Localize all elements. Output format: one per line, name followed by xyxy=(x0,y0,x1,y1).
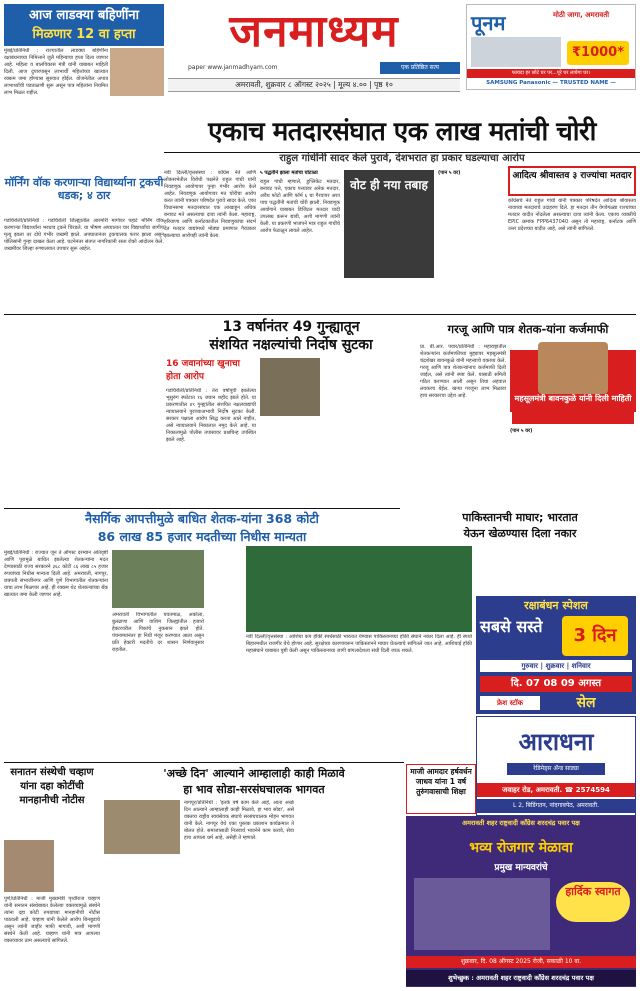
ad-rojgar-date: शुक्रवार, दि. 08 ऑगस्ट 2025 रोजी, सकाळी 10 वा. xyxy=(406,956,636,968)
main-subhead: ५ पद्धतीने झाला मतांचा घोटाळा xyxy=(260,170,318,176)
ad-raksha-days: 3 दिन xyxy=(562,616,628,656)
ad-raksha-big: सबसे सस्ते xyxy=(480,617,543,636)
ad-rojgar-title: भव्य रोजगार मेळावा xyxy=(469,840,573,856)
acquittal-body xyxy=(166,388,256,506)
top-left-body xyxy=(4,48,108,174)
main-headline[interactable]: एकाच मतदारसंघात एक लाख मतांची चोरी xyxy=(208,117,596,147)
ad-raksha-dates: दि. 07 08 09 अगस्त xyxy=(480,676,632,692)
ad-poonam-brands: SAMSUNG Panasonic — TRUSTED NAME — xyxy=(486,80,616,86)
main-body-col2 xyxy=(260,170,340,290)
pakistan-body-text: नवी दिल्ली/वृत्तसंस्था : आशिया कप हॉकी स्पर्धेसाठी भारतात येण्यास पाकिस्तानच्या हॉकी संघाने नकार दिला आहे. ही स्पर्धा बिहारमधील राजगीर येथे होणार आहे. सुरक्षेच्या कारणावरून पाकिस्तानने माघार घेतल्याचे सांगितले जात आहे. आशियाई हॉकी महासंघाने याबाबत पुष्टी केली असून पाकिस्तानच्या जागी बांगलादेशला संधी दिली जाऊ शकते. xyxy=(246,634,472,654)
farmer-loan-photo xyxy=(538,342,608,394)
farmer-loan-body xyxy=(420,344,506,506)
ad-aradhana-name: आराधना xyxy=(518,728,594,756)
acquittal-photo xyxy=(260,358,320,416)
morning-walk-body xyxy=(4,218,164,314)
sanatan-headline[interactable]: सनातन संस्थेची चव्हाण यांना दहा कोटींची मानहानीची नोटीस xyxy=(10,767,94,806)
ad-raksha-title: रक्षाबंधन स्पेशल xyxy=(524,599,588,612)
ad-rojgar-portraits xyxy=(414,878,550,950)
disaster-body-text: मुंबई/प्रतिनिधी : राज्यात जून ते ऑगस्ट दरम्यान अतिवृष्टी आणि पूरामुळे बाधित झालेल्या शेतकऱ्यांना मदत देण्यासाठी राज्य सरकारने ३६८ कोटी ८६ लाख ८५ हजार रुपयांच्या निधीस मान्यता दिली आहे. अमरावती, नागपूर, छत्रपती संभाजीनगर आणि पुणे विभागातील शेतकऱ्यांना याचा लाभ मिळणार आहे. ही रक्कम थेट शेतकऱ्यांच्या बँक खात्यात जमा केली जाणार आहे. xyxy=(4,550,108,598)
ad-poonam-offer: ₹1000* xyxy=(567,41,629,65)
main-body2-text: राहुल गांधी म्हणाले, डुप्लिकेट मतदार, बनावट पत्ते, एकाच पत्त्यावर अनेक मतदार, अवैध फोटो आणि फॉर्म ६ चा गैरवापर अशा पाच पद्धतींनी मतांची चोरी झाली. निवडणूक आयोगाने याबाबत डिजिटल मतदार यादी उपलब्ध करून द्यावी, अशी मागणी त्यांनी केली. या प्रकरणी भाजपने मात्र राहुल गांधींचे आरोप फेटाळून लावले आहेत. xyxy=(260,179,340,234)
ad-rojgar-top: अमरावती शहर राष्ट्रवादी काँग्रेस शरदचंद्र पवार पक्ष xyxy=(462,819,580,827)
bhagwat-body xyxy=(184,800,294,986)
aditya-headline[interactable]: आदित्य श्रीवास्तव ३ राज्यांचा मतदार xyxy=(508,166,636,196)
bhagwat-body-text: नागपूर/प्रतिनिधी : 'इतके वर्ष काम केले आहे, आता अच्छे दिन आल्याने आम्हालाही काही मिळावे, हा भाव सोडा', असे वक्तव्य राष्ट्रीय स्वयंसेवक संघाचे सरसंघचालक मोहन भागवत यांनी केले. नागपूर येथे एका पुस्तक प्रकाशन कार्यक्रमात ते बोलत होते. समाजासाठी निःस्वार्थ भावनेने काम करावे, सेवा हाच आपला धर्म आहे, असेही ते म्हणाले. xyxy=(184,800,294,841)
disaster-body2-text: अमरावती विभागातील यवतमाळ, अकोला, बुलढाणा आणि वाशिम जिल्ह्यांतील हजारो हेक्टरवरील पिकांचे नुकसान झाले होते. पंचनाम्यानंतर हा निधी मंजूर करण्यात आला असून प्रति हेक्टरी मदतीचे दर शासन निर्णयानुसार राहतील. xyxy=(112,612,204,653)
morning-walk-body-text: गडचिरोली/प्रतिनिधी : गडचिरोली जिल्ह्यातील आरमोरी मार्गावर पहाटे मॉर्निंग वॉक करणाऱ्या विद्यार्थ्यांना भरधाव ट्रकने चिरडले. या भीषण अपघातात चार विद्यार्थ्यांचा जागीच मृत्यू झाला तर दोघे गंभीर जखमी झाले. अपघातानंतर ट्रकचालक फरार झाला असून पोलिसांनी गुन्हा दाखल केला आहे. घटनेनंतर संतप्त नागरिकांनी रस्ता रोको आंदोलन केले. जखमींवर जिल्हा रुग्णालयात उपचार सुरू आहेत. xyxy=(4,218,164,252)
disaster-body-col2 xyxy=(112,612,204,760)
top-left-headline-box[interactable] xyxy=(4,4,164,46)
ad-poonam-appliances xyxy=(471,37,561,67)
masthead-dateline: अमरावती, शुक्रवार ८ ऑगस्ट २०२५ | मूल्य ४.०० | पृष्ठ १० xyxy=(168,78,460,92)
bhagwat-body-col2 xyxy=(298,800,402,986)
disaster-headline-1[interactable]: नैसर्गिक आपत्तीमुळे बाधित शेतक-यांना 368 कोटी xyxy=(85,511,319,526)
sanatan-body-text: पुणे/प्रतिनिधी : माजी मुख्यमंत्री पृथ्वीराज चव्हाण यांनी सनातन संस्थेबाबत केलेल्या वक्तव्यामुळे संस्थेने त्यांना दहा कोटी रुपयांच्या मानहानीची नोटीस पाठवली आहे. चव्हाण यांनी केलेले आरोप बिनबुडाचे असून त्यांनी जाहीर माफी मागावी, अशी मागणी संस्थेने केली आहे. चव्हाण यांनी मात्र आपल्या वक्तव्यावर ठाम असल्याचे सांगितले. xyxy=(4,896,100,944)
bhagwat-photo xyxy=(104,800,180,854)
ad-raksha-sale: सेल xyxy=(576,695,596,711)
pakistan-headline-2[interactable]: येऊन खेळण्यास दिला नकार xyxy=(463,527,577,540)
acquittal-body-col3 xyxy=(324,358,416,506)
masthead-title: जनमाध्यम xyxy=(229,6,399,57)
section-rule-3 xyxy=(4,762,404,763)
ad-aradhana[interactable] xyxy=(476,716,636,816)
disaster-body xyxy=(4,550,108,760)
sanatan-body xyxy=(4,896,100,986)
top-left-title-line1: आज लाडक्या बहिणींना xyxy=(28,8,140,23)
main-body-col4 xyxy=(438,170,504,290)
acquittal-headline-1[interactable]: 13 वर्षानंतर 49 गुन्ह्यातून xyxy=(222,319,360,335)
ad-aradhana-address: जवाहर रोड, अमरावती. ☎ 2574594 xyxy=(477,783,635,797)
farmer-loan-headline[interactable]: गरजू आणि पात्र शेतक-यांना कर्जमाफी xyxy=(447,322,609,336)
ad-poonam-brand: पूनम xyxy=(471,11,506,35)
sanatan-photo xyxy=(4,840,54,892)
pakistan-body xyxy=(246,634,472,694)
top-left-photo xyxy=(110,48,164,96)
morning-walk-headline[interactable]: मॉर्निंग वॉक करणाऱ्या विद्यार्थ्याना ट्रकची धडक; ४ ठार xyxy=(4,176,164,202)
farmer-loan-body-col2 xyxy=(510,428,636,506)
acquittal-headline-2[interactable]: संशयित नक्षल्यांची निर्दोष सुटका xyxy=(209,337,373,353)
section-rule-1 xyxy=(4,314,636,315)
aditya-body xyxy=(508,198,636,290)
ad-rakshabandhan[interactable] xyxy=(476,596,636,714)
top-left-title-line2: मिळणार 12 वा हप्ता xyxy=(32,27,136,42)
disaster-headline-2[interactable]: 86 लाख 85 हजार मदतीच्या निधीस मान्यता xyxy=(97,529,307,544)
ad-rojgar-melava[interactable] xyxy=(406,816,636,987)
bhagwat-headline-2[interactable]: हा भाव सोडा-सरसंघचालक भागवत xyxy=(183,783,325,796)
disaster-photo xyxy=(112,550,204,608)
main-photo-caption: वोट ही नया तबाह xyxy=(350,178,428,192)
ad-poonam-footer: फायदा हर छोटे घर पर...पूरे घर लायेगा घर। xyxy=(467,69,635,78)
main-continued: (पान ५ वर) xyxy=(438,170,461,176)
ad-poonam[interactable] xyxy=(466,4,636,90)
ad-rojgar-welcome: हार्दिक स्वागत xyxy=(556,882,630,922)
ad-aradhana-sub: रेडिमेड्स ॲन्ड साड्या xyxy=(507,763,605,775)
acquittal-sub: 16 जवानांच्या खुनाचा होता आरोप xyxy=(166,359,240,382)
masthead-tagline: एक प्रतिष्ठित सत्य xyxy=(380,62,460,74)
pakistan-headline-1[interactable]: पाकिस्तानची माघार; भारतात xyxy=(462,511,578,524)
ad-rojgar-sub: प्रमुख मान्यवरांचे xyxy=(494,863,548,873)
masthead-website[interactable]: paper www.janmadhyam.com xyxy=(188,64,278,71)
farmer-loan-quote-title: महसूलमंत्री बावनकुळे यांनी दिली माहिती xyxy=(512,394,634,424)
ad-aradhana-branch: L 2, बिडिंगतन, नांदगावपेठ, अमरावती. xyxy=(477,799,635,813)
farmer-loan-continued: (पान ५ वर) xyxy=(510,428,533,434)
section-rule-2 xyxy=(4,508,400,509)
farmer-loan-body-text: प्रा. बी.आर. पवार/प्रतिनिधी : महाराष्ट्रातील शेतकऱ्यांना कर्जमाफीच्या मुद्द्यावर महसूलमंत्री चंद्रशेखर बावनकुळे यांनी महत्त्वाचे वक्तव्य केले. गरजू आणि पात्र शेतकऱ्यांनाच कर्जमाफी दिली जाईल, असे त्यांनी स्पष्ट केले. यासाठी समिती गठित करण्यात आली असून तिचा अहवाल लवकरच येईल. खऱ्या गरजूंना लाभ मिळावा हाच सरकारचा उद्देश आहे. xyxy=(420,344,506,399)
ad-raksha-weekdays: गुरुवार | शुक्रवार | शनिवार xyxy=(480,660,632,672)
jadhav-headline[interactable]: माजी आमदार हर्षवर्धन जाधव यांना 1 वर्ष तुरुंगवासाची शिक्षा xyxy=(406,764,476,814)
bhagwat-headline-1[interactable]: 'अच्छे दिन' आल्याने आम्हालाही काही मिळावे xyxy=(163,767,345,780)
main-body-text: नवी दिल्ली/वृत्तसंस्था : काँग्रेस नेते आणि लोकसभेतील विरोधी पक्षनेते राहुल गांधी यांनी निवडणूक आयोगावर पुन्हा गंभीर आरोप केले आहेत. निवडणूक आयोगावर मत चोरीचा आरोप करत त्यांनी पत्रकार परिषदेत पुरावे सादर केले. एका विधानसभा मतदारसंघात एक लाखाहून अधिक बनावट मते असल्याचा दावा त्यांनी केला. महाराष्ट्र, हरियाणा आणि कर्नाटकातील निवडणुकांचा संदर्भ देत मतदार याद्यांमध्ये मोठ्या प्रमाणात गैरप्रकार झाल्याचा आरोपही त्यांनी केला. xyxy=(164,170,256,239)
ad-poonam-sub: मोठी जागा, अमरावती xyxy=(553,11,610,19)
top-left-body-text: मुंबई/प्रतिनिधी : राज्यातील लाडक्या बहिणींना रक्षाबंधनाच्या निमित्ताने जुलै महिन्याचा हप्ता दिला जाणार आहे. महिला व बालविकास मंत्री यांनी याबाबत माहिती दिली. आज दुपारपासून लाभार्थी महिलांच्या खात्यात रक्कम जमा होण्यास सुरुवात होईल. योजनेतील अपात्र लाभार्थ्यांची पडताळणी सुरू असून पात्र महिलांना नियमित लाभ मिळत राहील. xyxy=(4,48,108,96)
aditya-body-text: काँग्रेसचे नेते राहुल गांधी यांनी पत्रकार परिषदेत आदित्य श्रीवास्तव नावाच्या मतदाराचे उदाहरण दिले. हा मतदार तीन वेगवेगळ्या राज्यांच्या मतदार यादीत नोंदलेला असल्याचा दावा त्यांनी केला. एकाच व्यक्तीचे EPIC क्रमांक FPP6437040 असून तो महाराष्ट्र, कर्नाटक आणि उत्तर प्रदेशच्या यादीत आहे, असे त्यांनी सांगितले. xyxy=(508,198,636,232)
main-body-col1 xyxy=(164,170,256,290)
pakistan-photo xyxy=(246,546,472,632)
main-deck: राहुल गांधींनी सादर केले पुरावे, देशभरात हा प्रकार घडल्याचा आरोप xyxy=(279,153,525,164)
ad-raksha-fresh: फ्रेश स्टॉक xyxy=(480,696,540,710)
acquittal-body-text: गडचिरोली/प्रतिनिधी : तेरा वर्षांपूर्वी झालेल्या भूसुरुंग स्फोटात १६ जवान शहीद झाले होते. या प्रकरणातील ४९ गुन्ह्यांतील संशयित नक्षलवाद्यांची न्यायालयाने पुराव्याअभावी निर्दोष सुटका केली. सरकार पक्षाला आरोप सिद्ध करता आले नाहीत, असे न्यायालयाने निकालात नमूद केले आहे. या निकालामुळे पोलीस तपासावर प्रश्नचिन्ह उपस्थित झाले आहे. xyxy=(166,388,256,443)
ad-rojgar-footer: शुभेच्छुक : अमरावती शहर राष्ट्रवादी काँग्रेस शरदचंद्र पवार पक्ष xyxy=(406,970,636,986)
main-photo xyxy=(344,170,434,278)
acquittal-filler xyxy=(260,418,320,506)
